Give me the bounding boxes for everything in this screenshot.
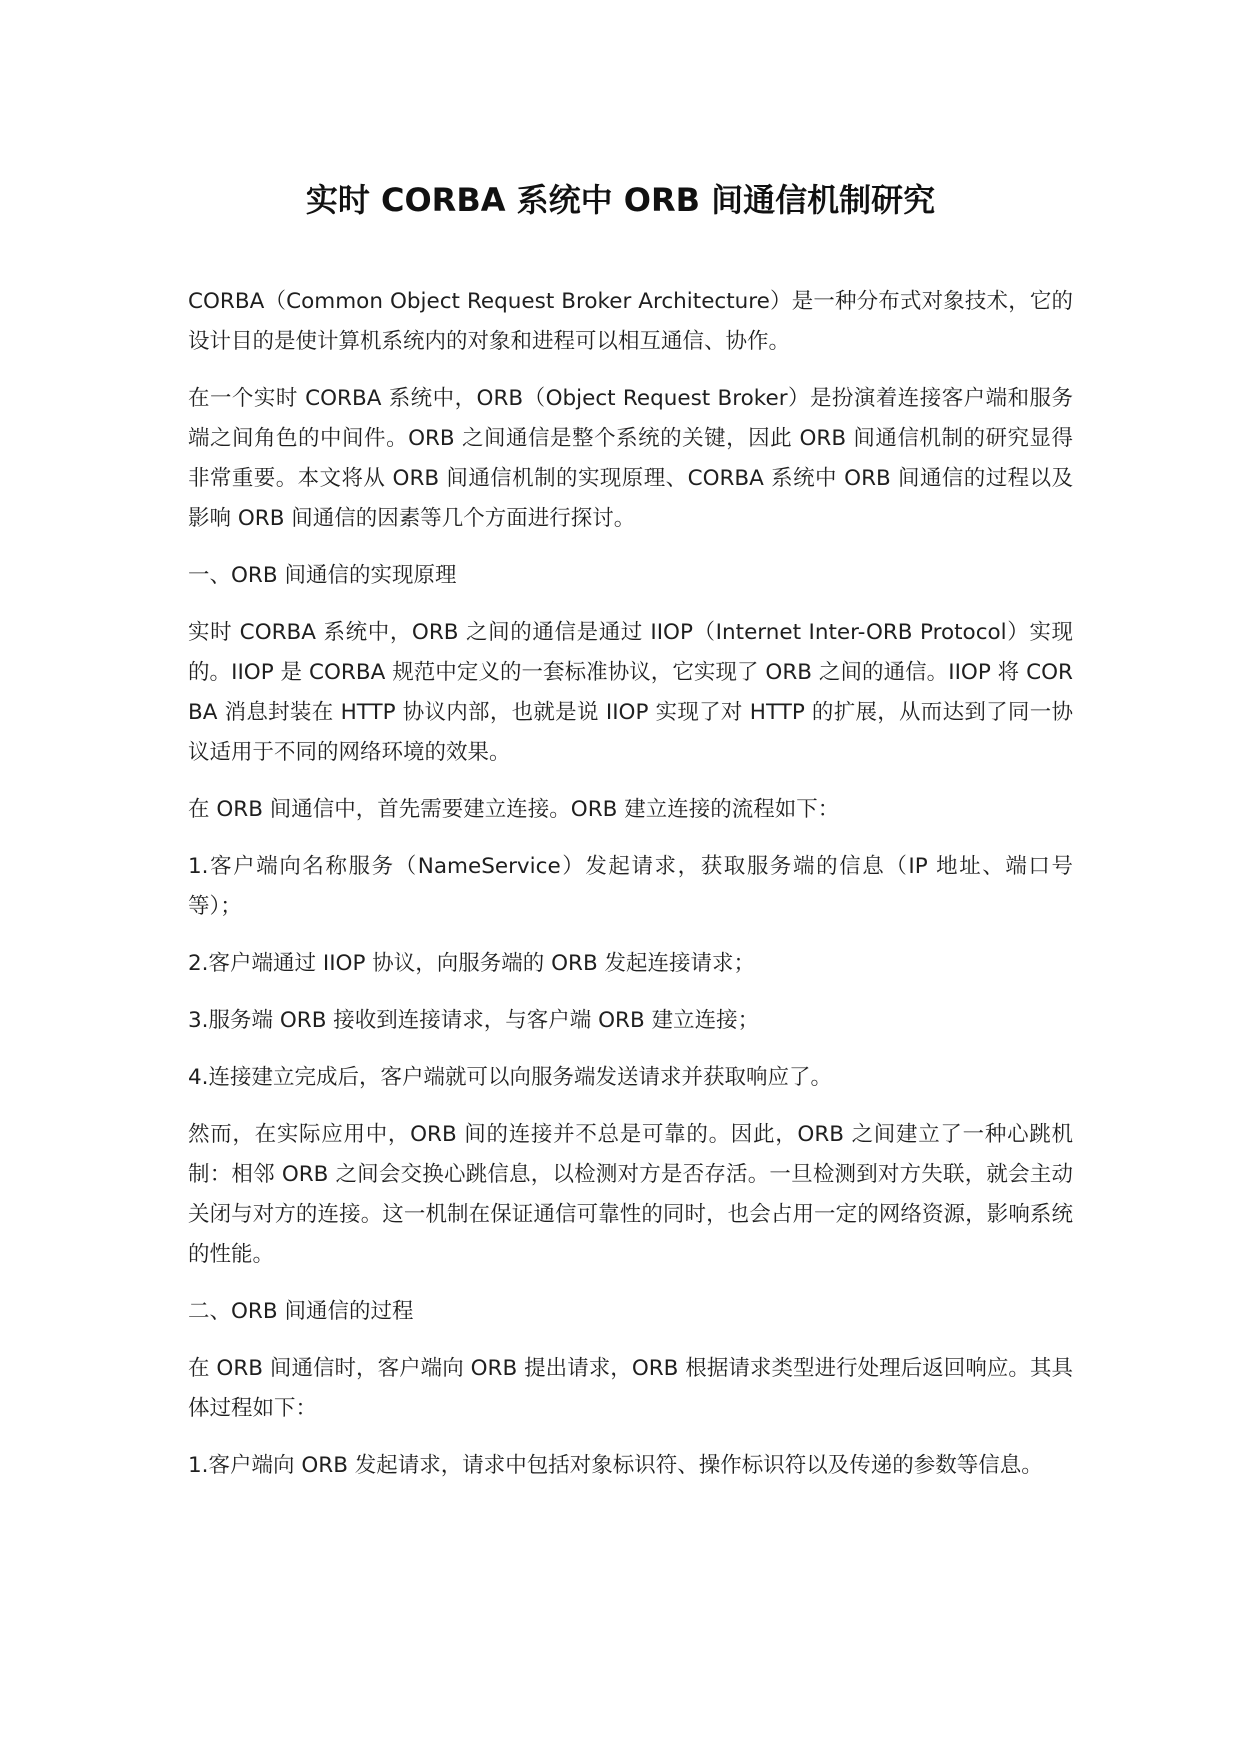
document-body [188,282,1073,1503]
list-item-step-3: 3.服务端 ORB 接收到连接请求，与客户端 ORB 建立连接； [188,1008,760,1033]
paragraph-connection-intro: 在 ORB 间通信中，首先需要建立连接。ORB 建立连接的流程如下： [188,797,840,822]
paragraph-iiop: 实时 CORBA 系统中，ORB 之间的通信是通过 IIOP（Internet Inter-ORB Protocol）实现的。IIOP 是 CORBA 规范中定义的一套标准协议，它实现了 ORB 之间的通信。IIOP 将 CORBA 消息封装在 HTTP 协议内部，也就是说 IIOP 实现了对 HTTP 的扩展，从而达到了同一协议适用于不同的网络环境的效果。 [188,620,1073,765]
paragraph-intro: CORBA（Common Object Request Broker Architecture）是一种分布式对象技术，它的设计目的是使计算机系统内的对象和进程可以相互通信、协作。 [188,289,1073,354]
list-item-step-1: 1.客户端向名称服务（NameService）发起请求，获取服务端的信息（IP 地址、端口号等）； [188,854,1073,919]
section-heading-process: 二、ORB 间通信的过程 [188,1299,414,1324]
section-heading-principle: 一、ORB 间通信的实现原理 [188,563,457,588]
paragraph-orb-role: 在一个实时 CORBA 系统中，ORB（Object Request Broker）是扮演着连接客户端和服务端之间角色的中间件。ORB 之间通信是整个系统的关键，因此 ORB 间通信机制的研究显得非常重要。本文将从 ORB 间通信机制的实现原理、CORBA 系统中 ORB 间通信的过程以及影响 ORB 间通信的因素等几个方面进行探讨。 [188,386,1073,531]
document-title: 实时 CORBA 系统中 ORB 间通信机制研究 [305,181,936,219]
list-item-step-2: 2.客户端通过 IIOP 协议，向服务端的 ORB 发起连接请求； [188,951,756,976]
list-item-process-step-1: 1.客户端向 ORB 发起请求，请求中包括对象标识符、操作标识符以及传递的参数等信息。 [188,1453,1043,1478]
paragraph-process-intro: 在 ORB 间通信时，客户端向 ORB 提出请求，ORB 根据请求类型进行处理后返回响应。其具体过程如下： [188,1356,1073,1421]
paragraph-heartbeat: 然而，在实际应用中，ORB 间的连接并不总是可靠的。因此，ORB 之间建立了一种心跳机制：相邻 ORB 之间会交换心跳信息，以检测对方是否存活。一旦检测到对方失联，就会主动关闭与对方的连接。这一机制在保证通信可靠性的同时，也会占用一定的网络资源，影响系统的性能。 [188,1122,1073,1267]
list-item-step-4: 4.连接建立完成后，客户端就可以向服务端发送请求并获取响应了。 [188,1065,833,1090]
